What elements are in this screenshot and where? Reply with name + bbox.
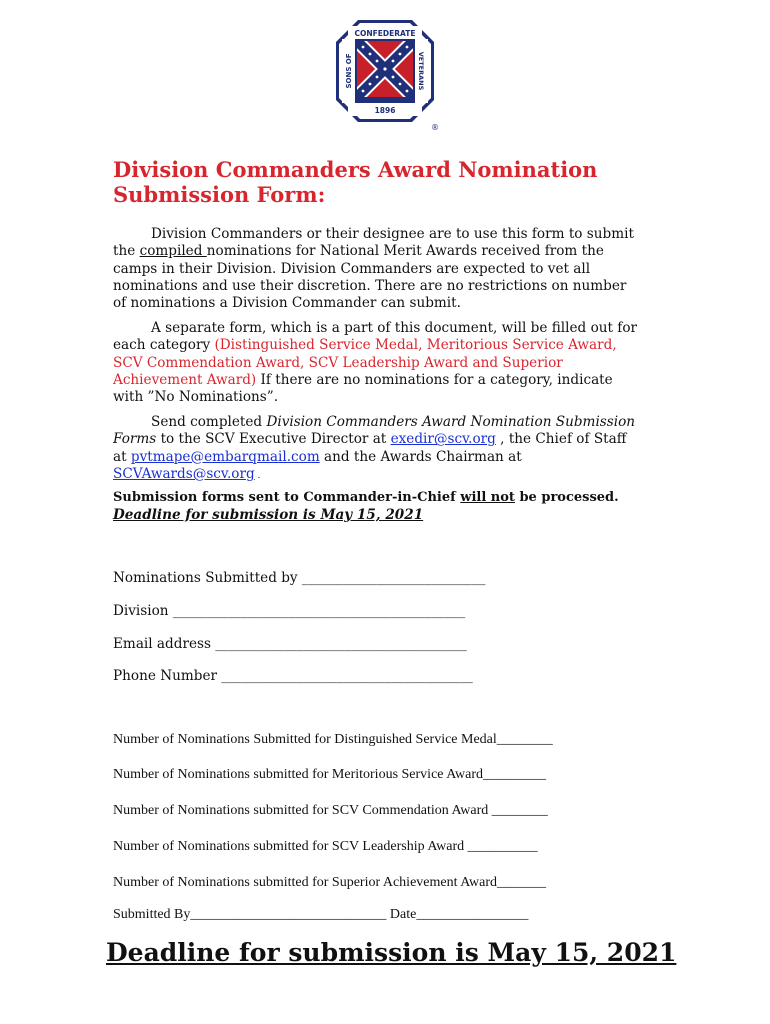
scv-logo [332, 16, 438, 136]
para3-end: . [254, 470, 261, 481]
intro-paragraph [113, 226, 643, 312]
para1-underlined: compiled [139, 243, 207, 260]
para2-pre: A separate form, which is a part of this document, will be filled out for each category [113, 320, 638, 354]
notice-pre: Submission forms sent to Commander-in-Chief [113, 490, 461, 505]
logo-right-text: VETERANS [417, 51, 425, 91]
logo-top-text: CONFEDERATE [354, 29, 416, 38]
superior-achievement-count-field[interactable]: Number of Nominations submitted for Superior Achievement Award_______ [113, 875, 547, 890]
signature-date-field[interactable]: Submitted By____________________________ Date________________ [113, 907, 529, 922]
dsm-count-field[interactable]: Number of Nominations Submitted for Distinguished Service Medal________ [113, 732, 553, 747]
email-address-field[interactable]: Email address _____________________________________ [113, 636, 467, 652]
division-field[interactable]: Division ___________________________________________ [113, 603, 466, 619]
send-paragraph [113, 414, 643, 485]
page-title: Division Commanders Award Nomination Submission Form: [113, 157, 598, 207]
processing-notice [113, 489, 643, 506]
para2-categories: (Distinguished Service Medal, Meritorious Service Award, SCV Commendation Award, SCV Leadership Award and Superior Achievement Award) [113, 337, 617, 388]
logo-left-text: SONS OF [345, 53, 353, 89]
notice-underlined: will not [460, 490, 515, 505]
exec-director-email-link[interactable]: exedir@scv.org [390, 431, 496, 448]
submitted-by-field[interactable]: Nominations Submitted by ___________________________ [113, 570, 486, 586]
para3-pre: Send completed [151, 414, 267, 430]
commendation-count-field[interactable]: Number of Nominations submitted for SCV Commendation Award ________ [113, 803, 548, 818]
category-paragraph [113, 320, 643, 406]
para3-form-name: Division Commanders Award Nomination Submission Forms [113, 414, 636, 448]
phone-number-field[interactable]: Phone Number _____________________________________ [113, 668, 473, 684]
leadership-count-field[interactable]: Number of Nominations submitted for SCV Leadership Award __________ [113, 839, 538, 854]
deadline-heading: Deadline for submission is May 15, 2021 [106, 938, 677, 967]
para3-mid2: , the Chief of Staff at [113, 431, 627, 465]
para2-post: If there are no nominations for a category, indicate with ”No Nominations”. [113, 371, 613, 406]
awards-chairman-email-link[interactable]: SCVAwards@scv.org [113, 465, 255, 482]
msa-count-field[interactable]: Number of Nominations submitted for Meritorious Service Award_________ [113, 767, 547, 782]
para1-pre: Division Commanders or their designee are to use this form to submit the [113, 226, 634, 260]
notice-post: be processed. [514, 490, 619, 505]
para3-mid1: to the SCV Executive Director at [156, 431, 391, 448]
para3-mid3: and the Awards Chairman at [319, 448, 522, 465]
registered-mark: ® [431, 123, 439, 132]
chief-of-staff-email-link[interactable]: pvtmape@embarqmail.com [130, 448, 320, 465]
logo-bottom-text: 1896 [374, 106, 396, 115]
para1-post: nominations for National Merit Awards received from the camps in their Division. Division Commanders are expected to vet all nominations and use their discretion. There are no restrictions on number of nominations a Division Commander can submit. [113, 243, 627, 312]
deadline-notice: Deadline for submission is May 15, 2021 [113, 507, 424, 523]
